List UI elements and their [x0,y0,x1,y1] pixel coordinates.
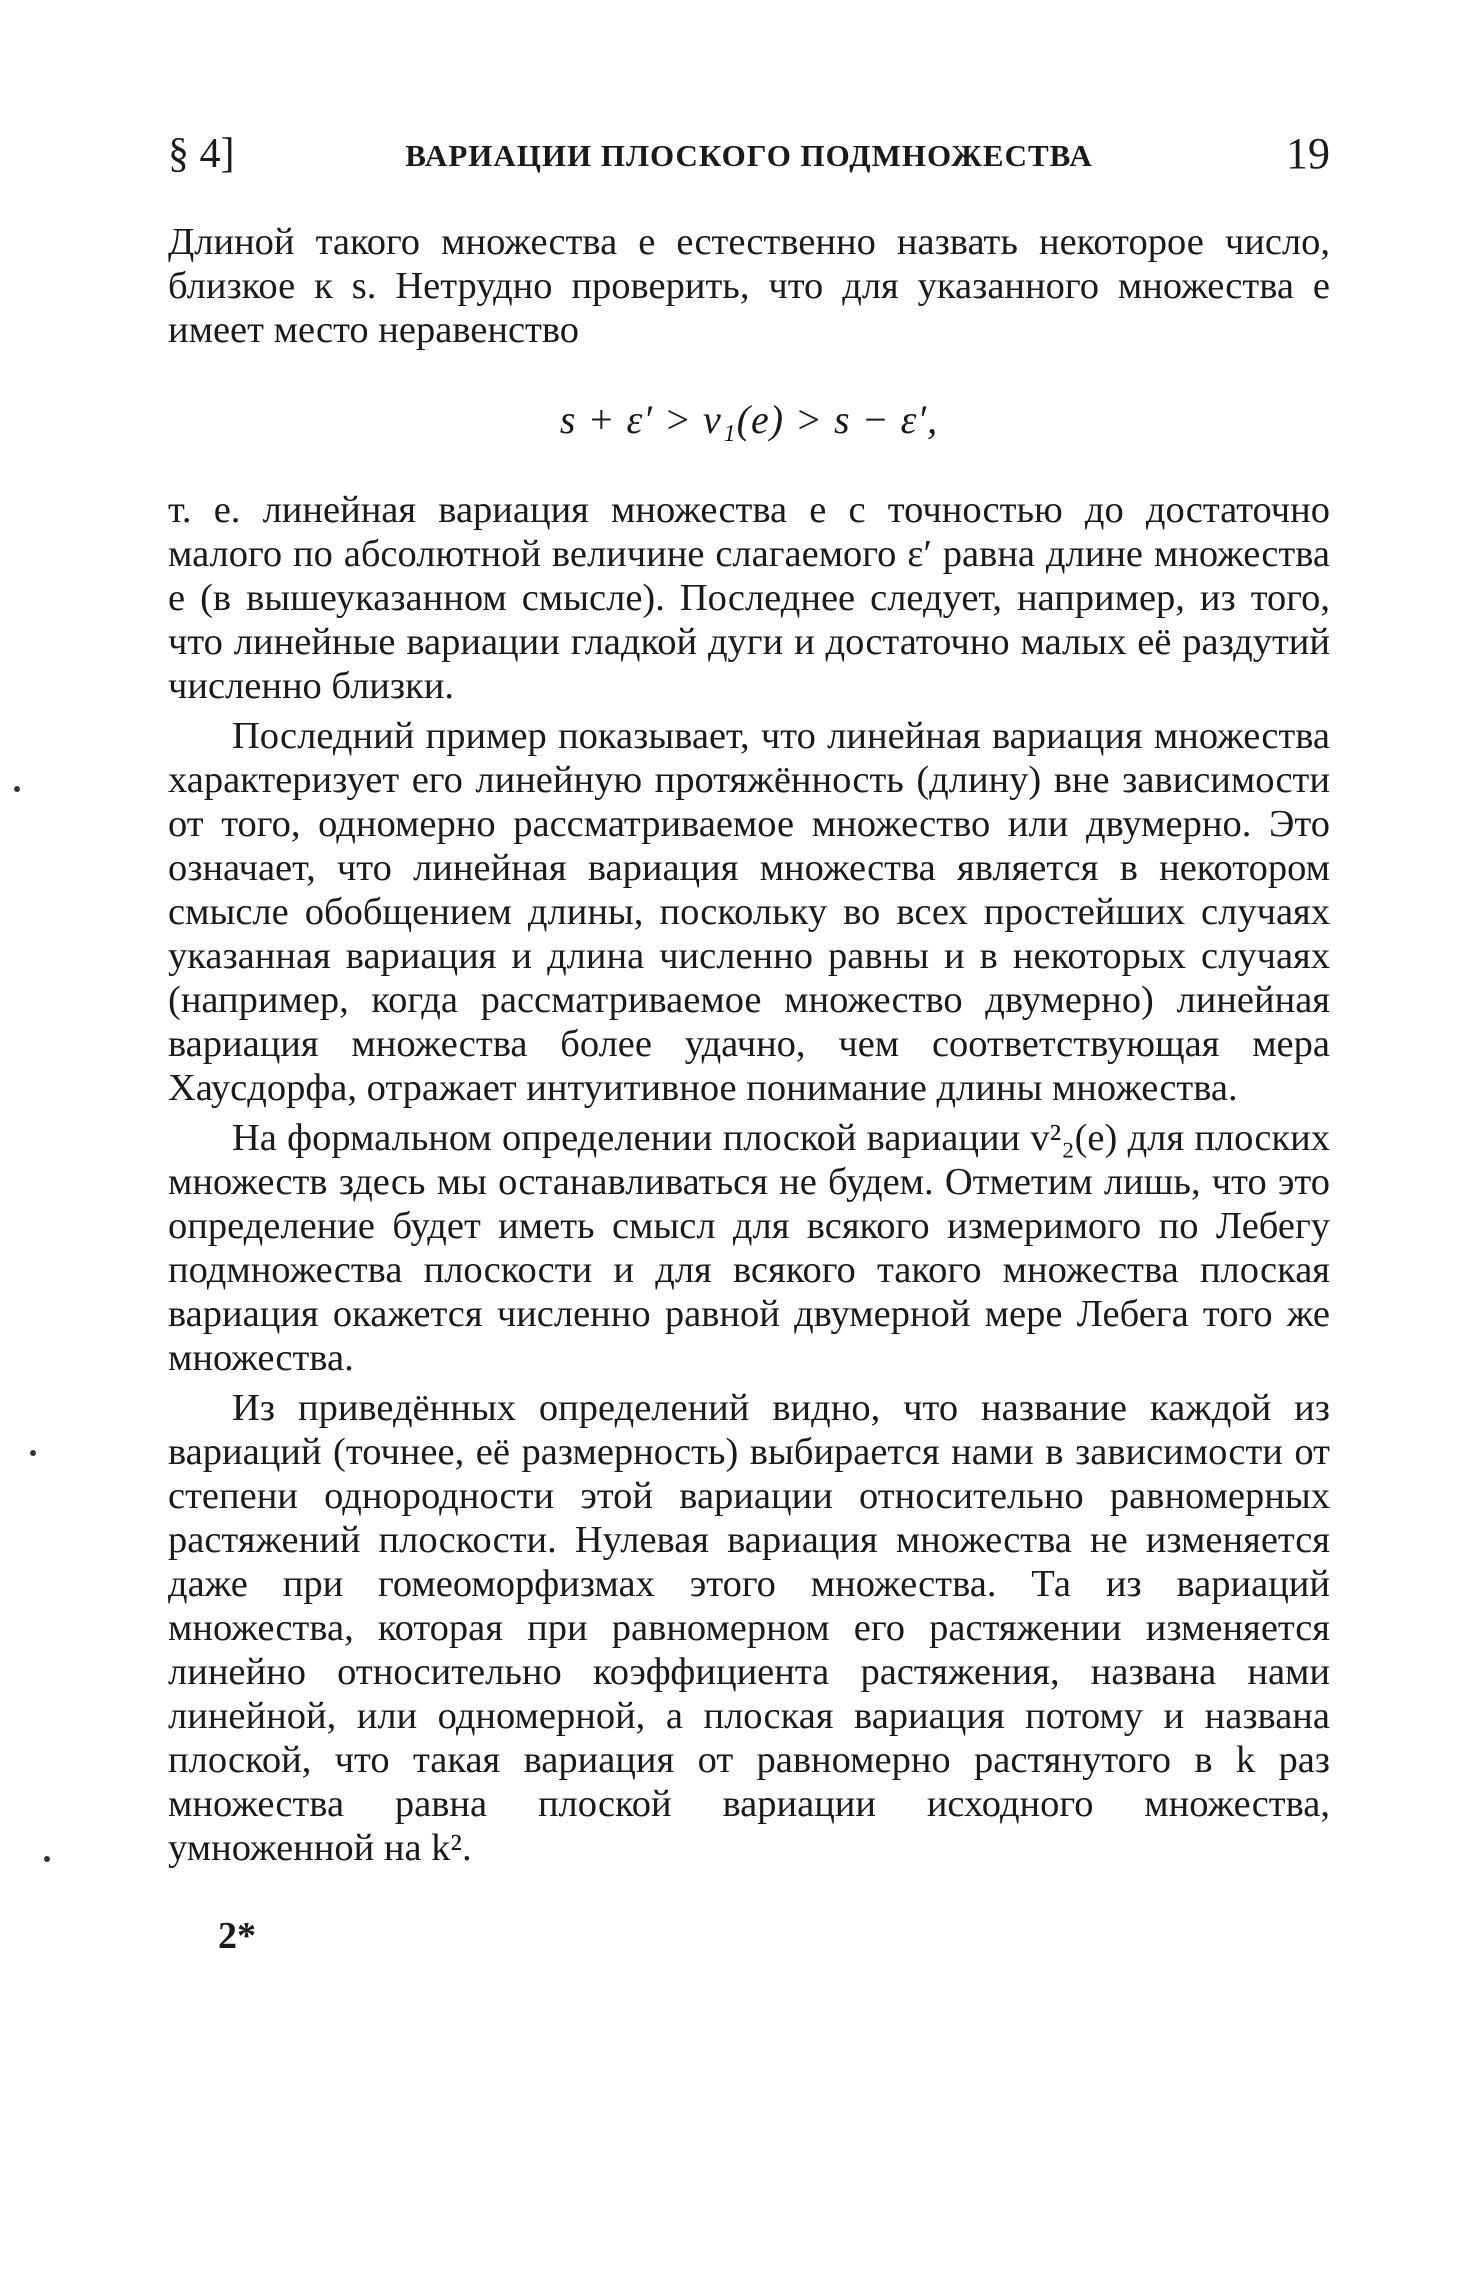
body-text [168,220,1330,1870]
inequality-formula: s + ε′ > v₁(e) > s − ε′, [559,397,939,442]
paragraph-1: Длиной такого множества e естественно назвать некоторое число, близкое к s. Нетрудно проверить, что для указанного множества e имеет место неравенство [168,221,1330,351]
paragraph-2: т. е. линейная вариация множества e с точностью до достаточно малого по абсолютной величине слагаемого ε′ равна длине множества e (в вышеуказанном смысле). Последнее следует, например, из того, что линейные вариации гладкой дуги и достаточно малых её раздутий численно близки. [168,489,1330,707]
page-number: 19 [1286,129,1330,178]
page [168,120,1330,1958]
paragraph-4: На формальном определении плоской вариации v²₂(e) для плоских множеств здесь мы останавливаться не будем. Отметим лишь, что это определение будет иметь смысл для всякого измеримого по Лебегу подмножества плоскости и для всякого такого множества плоская вариация окажется численно равной двумерной мере Лебега того же множества. [168,1117,1330,1379]
scan-speck [44,1856,50,1862]
section-marker: § 4] [168,131,235,177]
signature-mark: 2* [218,1915,256,1957]
running-header [168,120,1330,190]
scan-speck [30,1450,36,1456]
paragraph-3: Последний пример показывает, что линейная вариация множества характеризует его линейную протяжённость (длину) вне зависимости от того, одномерно рассматриваемое множество или двумерно. Это означает, что линейная вариация множества является в некотором смысле обобщением длины, поскольку во всех простейших случаях указанная вариация и длина численно равны и в некоторых случаях (например, когда рассматриваемое множество двумерно) линейная вариация множества более удачно, чем соответствующая мера Хаусдорфа, отражает интуитивное понимание длины множества. [168,715,1330,1109]
running-title: ВАРИАЦИИ ПЛОСКОГО ПОДМНОЖЕСТВА [405,138,1093,173]
paragraph-5: Из приведённых определений видно, что название каждой из вариаций (точнее, её размерность) выбирается нами в зависимости от степени однородности этой вариации относительно равномерных растяжений плоскости. Нулевая вариация множества не изменяется даже при гомеоморфизмах этого множества. Та из вариаций множества, которая при равномерном его растяжении изменяется линейно относительно коэффициента растяжения, названа нами линейной, или одномерной, а плоская вариация потому и названа плоской, что такая вариация от равномерно растянутого в k раз множества равна плоской вариации исходного множества, умноженной на k². [168,1387,1330,1869]
scan-speck [14,786,20,792]
